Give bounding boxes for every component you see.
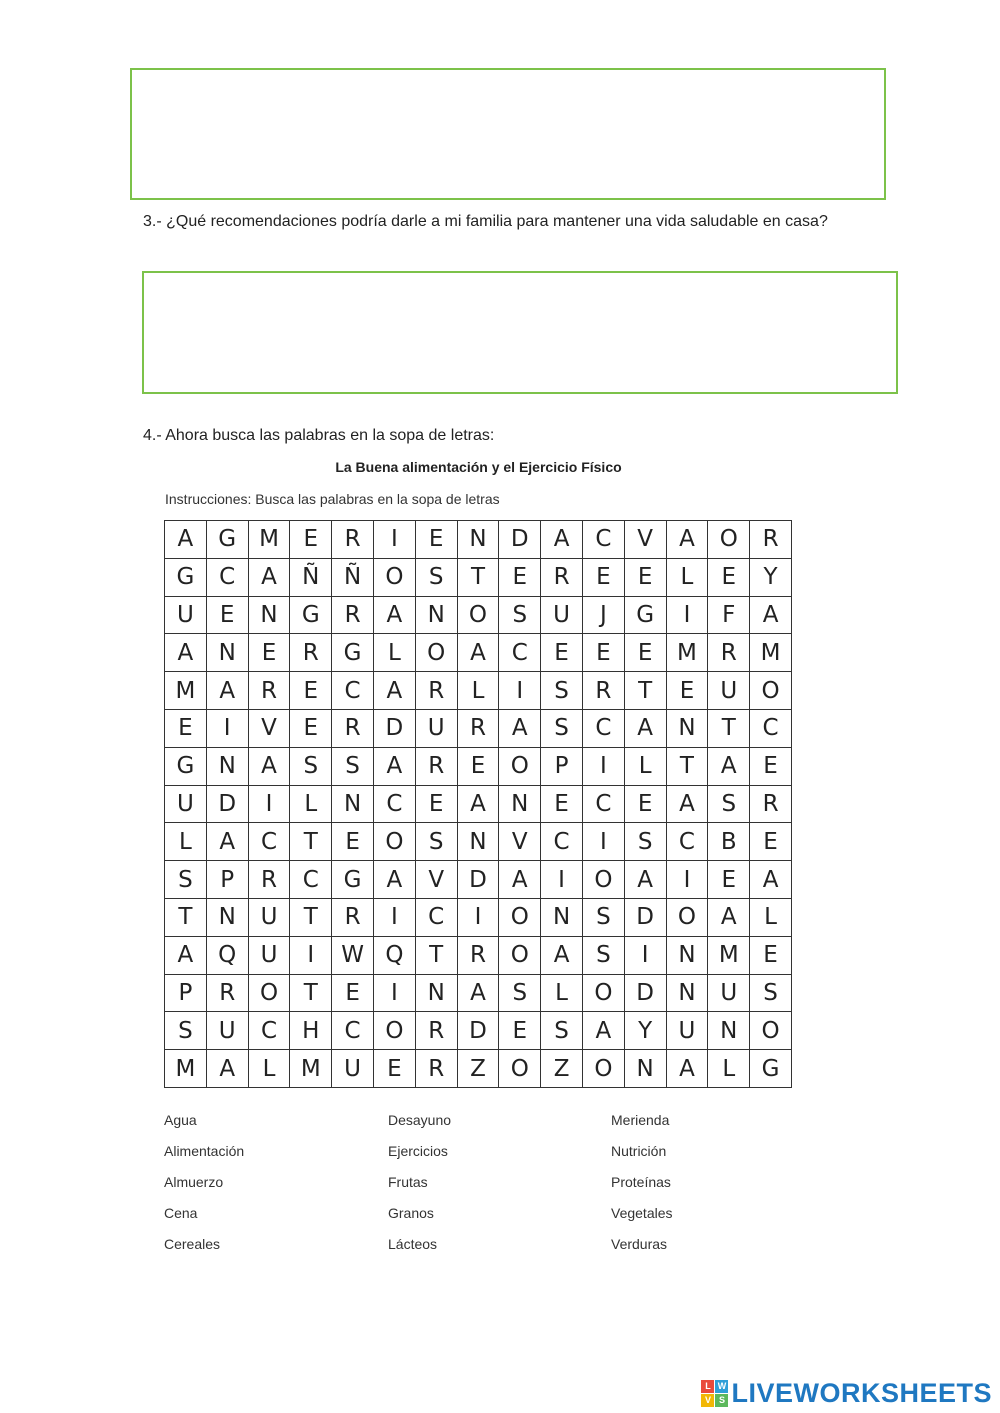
grid-cell[interactable]: A xyxy=(165,521,207,559)
logo-tile: S xyxy=(715,1394,728,1407)
grid-cell[interactable]: O xyxy=(373,558,415,596)
grid-cell[interactable]: N xyxy=(206,898,248,936)
word-list-item: Cereales xyxy=(164,1236,221,1252)
grid-row xyxy=(165,823,792,861)
word-list-item: Proteínas xyxy=(611,1174,671,1190)
grid-cell[interactable]: J xyxy=(582,596,624,634)
grid-cell[interactable]: R xyxy=(332,709,374,747)
grid-cell[interactable]: A xyxy=(582,1012,624,1050)
grid-cell[interactable]: R xyxy=(415,1050,457,1088)
grid-cell[interactable]: S xyxy=(499,596,541,634)
grid-cell[interactable]: R xyxy=(708,634,750,672)
word-list-item: Cena xyxy=(164,1205,198,1221)
grid-cell[interactable]: G xyxy=(624,596,666,634)
grid-cell[interactable]: C xyxy=(499,634,541,672)
grid-cell[interactable]: T xyxy=(290,898,332,936)
word-search-grid xyxy=(164,520,792,1088)
answer-box-q3[interactable] xyxy=(142,271,898,394)
grid-row xyxy=(165,785,792,823)
grid-cell[interactable]: G xyxy=(290,596,332,634)
grid-cell[interactable]: R xyxy=(332,898,374,936)
grid-cell[interactable]: F xyxy=(708,596,750,634)
grid-cell[interactable]: E xyxy=(499,558,541,596)
grid-cell[interactable]: A xyxy=(750,861,792,899)
grid-cell[interactable]: Z xyxy=(541,1050,583,1088)
grid-cell[interactable]: A xyxy=(373,672,415,710)
grid-row xyxy=(165,709,792,747)
logo-tile: V xyxy=(701,1394,714,1407)
grid-cell[interactable]: G xyxy=(750,1050,792,1088)
grid-cell[interactable]: N xyxy=(415,974,457,1012)
grid-cell[interactable]: I xyxy=(499,672,541,710)
grid-cell[interactable]: R xyxy=(750,521,792,559)
grid-cell[interactable]: T xyxy=(415,936,457,974)
grid-cell[interactable]: A xyxy=(624,709,666,747)
grid-cell[interactable]: C xyxy=(666,823,708,861)
grid-cell[interactable]: A xyxy=(666,521,708,559)
grid-cell[interactable]: P xyxy=(206,861,248,899)
grid-cell[interactable]: S xyxy=(624,823,666,861)
question-3: 3.- ¿Qué recomendaciones podría darle a mi familia para mantener una vida saludable en casa? xyxy=(143,213,828,230)
grid-cell[interactable]: N xyxy=(415,596,457,634)
grid-cell[interactable]: Y xyxy=(624,1012,666,1050)
grid-cell[interactable]: N xyxy=(499,785,541,823)
grid-cell[interactable]: A xyxy=(499,861,541,899)
grid-cell[interactable]: R xyxy=(457,709,499,747)
grid-cell[interactable]: R xyxy=(290,634,332,672)
grid-cell[interactable]: C xyxy=(373,785,415,823)
grid-cell[interactable]: U xyxy=(541,596,583,634)
grid-cell[interactable]: D xyxy=(457,861,499,899)
grid-cell[interactable]: E xyxy=(165,709,207,747)
word-list-item: Nutrición xyxy=(611,1143,667,1159)
grid-cell[interactable]: D xyxy=(499,521,541,559)
grid-cell[interactable]: C xyxy=(332,672,374,710)
grid-cell[interactable]: S xyxy=(290,747,332,785)
grid-cell[interactable]: B xyxy=(708,823,750,861)
grid-cell[interactable]: N xyxy=(332,785,374,823)
word-list-item: Desayuno xyxy=(388,1112,452,1128)
grid-cell[interactable]: E xyxy=(332,823,374,861)
grid-cell[interactable]: N xyxy=(708,1012,750,1050)
grid-cell[interactable]: V xyxy=(415,861,457,899)
grid-cell[interactable]: E xyxy=(541,785,583,823)
grid-cell[interactable]: M xyxy=(750,634,792,672)
grid-cell[interactable]: S xyxy=(415,823,457,861)
word-list-item: Almuerzo xyxy=(164,1174,224,1190)
grid-cell[interactable]: L xyxy=(457,672,499,710)
grid-cell[interactable]: I xyxy=(290,936,332,974)
grid-cell[interactable]: L xyxy=(624,747,666,785)
word-list-item: Agua xyxy=(164,1112,197,1128)
grid-cell[interactable]: G xyxy=(165,747,207,785)
grid-cell[interactable]: U xyxy=(206,1012,248,1050)
grid-cell[interactable]: E xyxy=(624,558,666,596)
grid-cell[interactable]: U xyxy=(248,898,290,936)
grid-cell[interactable]: D xyxy=(206,785,248,823)
grid-cell[interactable]: N xyxy=(206,747,248,785)
grid-cell[interactable]: C xyxy=(582,521,624,559)
grid-cell[interactable]: R xyxy=(415,1012,457,1050)
grid-cell[interactable]: N xyxy=(457,521,499,559)
grid-cell[interactable]: G xyxy=(206,521,248,559)
grid-cell[interactable]: I xyxy=(624,936,666,974)
grid-cell[interactable]: A xyxy=(708,747,750,785)
grid-row xyxy=(165,861,792,899)
grid-cell[interactable]: O xyxy=(499,1050,541,1088)
grid-cell[interactable]: A xyxy=(248,558,290,596)
grid-cell[interactable]: E xyxy=(415,521,457,559)
grid-cell[interactable]: L xyxy=(165,823,207,861)
grid-cell[interactable]: N xyxy=(541,898,583,936)
grid-cell[interactable]: D xyxy=(624,898,666,936)
grid-cell[interactable]: I xyxy=(373,521,415,559)
grid-cell[interactable]: E xyxy=(499,1012,541,1050)
grid-cell[interactable]: C xyxy=(750,709,792,747)
word-list-item: Lácteos xyxy=(388,1236,438,1252)
grid-cell[interactable]: N xyxy=(666,709,708,747)
grid-cell[interactable]: E xyxy=(624,634,666,672)
grid-cell[interactable]: W xyxy=(332,936,374,974)
grid-cell[interactable]: S xyxy=(541,672,583,710)
grid-cell[interactable]: A xyxy=(373,861,415,899)
grid-cell[interactable]: I xyxy=(666,861,708,899)
grid-cell[interactable]: I xyxy=(666,596,708,634)
grid-cell[interactable]: L xyxy=(373,634,415,672)
grid-cell[interactable]: S xyxy=(582,936,624,974)
grid-cell[interactable]: L xyxy=(290,785,332,823)
brand-name: LIVEWORKSHEETS xyxy=(731,1377,992,1408)
grid-cell[interactable]: O xyxy=(499,898,541,936)
grid-cell[interactable]: E xyxy=(415,785,457,823)
grid-cell[interactable]: H xyxy=(290,1012,332,1050)
grid-cell[interactable]: O xyxy=(373,1012,415,1050)
grid-cell[interactable]: Z xyxy=(457,1050,499,1088)
grid-cell[interactable]: N xyxy=(666,974,708,1012)
grid-cell[interactable]: C xyxy=(582,785,624,823)
grid-cell[interactable]: O xyxy=(582,861,624,899)
grid-row xyxy=(165,747,792,785)
grid-cell[interactable]: O xyxy=(582,974,624,1012)
grid-row xyxy=(165,974,792,1012)
grid-cell[interactable]: E xyxy=(373,1050,415,1088)
grid-cell[interactable]: E xyxy=(290,709,332,747)
grid-cell[interactable]: P xyxy=(165,974,207,1012)
grid-cell[interactable]: E xyxy=(457,747,499,785)
grid-cell[interactable]: E xyxy=(708,558,750,596)
grid-cell[interactable]: U xyxy=(332,1050,374,1088)
grid-cell[interactable]: V xyxy=(624,521,666,559)
grid-cell[interactable]: S xyxy=(165,1012,207,1050)
grid-cell[interactable]: A xyxy=(165,936,207,974)
grid-row xyxy=(165,1012,792,1050)
grid-cell[interactable]: R xyxy=(206,974,248,1012)
grid-cell[interactable]: T xyxy=(624,672,666,710)
grid-row xyxy=(165,1050,792,1088)
grid-cell[interactable]: E xyxy=(666,672,708,710)
grid-cell[interactable]: R xyxy=(582,672,624,710)
grid-cell[interactable]: A xyxy=(457,634,499,672)
grid-cell[interactable]: E xyxy=(290,521,332,559)
grid-cell[interactable]: I xyxy=(582,747,624,785)
grid-cell[interactable]: L xyxy=(541,974,583,1012)
grid-cell[interactable]: O xyxy=(415,634,457,672)
grid-cell[interactable]: O xyxy=(666,898,708,936)
grid-cell[interactable]: D xyxy=(373,709,415,747)
grid-cell[interactable]: M xyxy=(165,672,207,710)
grid-cell[interactable]: N xyxy=(457,823,499,861)
grid-cell[interactable]: L xyxy=(708,1050,750,1088)
word-list-item: Frutas xyxy=(388,1174,428,1190)
grid-cell[interactable]: T xyxy=(457,558,499,596)
grid-cell[interactable]: O xyxy=(750,672,792,710)
grid-cell[interactable]: R xyxy=(541,558,583,596)
grid-cell[interactable]: V xyxy=(248,709,290,747)
grid-cell[interactable]: A xyxy=(750,596,792,634)
grid-cell[interactable]: A xyxy=(499,709,541,747)
grid-cell[interactable]: A xyxy=(541,521,583,559)
word-list-item: Merienda xyxy=(611,1112,670,1128)
grid-cell[interactable]: U xyxy=(666,1012,708,1050)
grid-cell[interactable]: R xyxy=(332,521,374,559)
grid-cell[interactable]: A xyxy=(206,672,248,710)
grid-cell[interactable]: A xyxy=(708,898,750,936)
grid-cell[interactable]: A xyxy=(666,785,708,823)
grid-cell[interactable]: S xyxy=(750,974,792,1012)
grid-cell[interactable]: N xyxy=(624,1050,666,1088)
grid-cell[interactable]: T xyxy=(666,747,708,785)
grid-cell[interactable]: I xyxy=(457,898,499,936)
grid-cell[interactable]: I xyxy=(582,823,624,861)
grid-cell[interactable]: C xyxy=(206,558,248,596)
grid-cell[interactable]: T xyxy=(290,974,332,1012)
grid-cell[interactable]: V xyxy=(499,823,541,861)
grid-cell[interactable]: S xyxy=(415,558,457,596)
grid-cell[interactable]: S xyxy=(499,974,541,1012)
grid-cell[interactable]: S xyxy=(541,1012,583,1050)
grid-cell[interactable]: A xyxy=(666,1050,708,1088)
grid-cell[interactable]: R xyxy=(750,785,792,823)
grid-cell[interactable]: E xyxy=(332,974,374,1012)
grid-cell[interactable]: U xyxy=(708,672,750,710)
grid-cell[interactable]: S xyxy=(582,898,624,936)
grid-cell[interactable]: I xyxy=(248,785,290,823)
grid-row xyxy=(165,634,792,672)
grid-cell[interactable]: R xyxy=(332,596,374,634)
grid-cell[interactable]: A xyxy=(248,747,290,785)
grid-cell[interactable]: E xyxy=(582,558,624,596)
logo-tile: L xyxy=(701,1380,714,1393)
liveworksheets-logo xyxy=(701,1376,992,1410)
grid-cell[interactable]: I xyxy=(541,861,583,899)
grid-cell[interactable]: O xyxy=(373,823,415,861)
grid-cell[interactable]: R xyxy=(457,936,499,974)
grid-cell[interactable]: A xyxy=(206,823,248,861)
grid-cell[interactable]: M xyxy=(248,521,290,559)
grid-cell[interactable]: E xyxy=(750,747,792,785)
grid-cell[interactable]: Ñ xyxy=(332,558,374,596)
grid-cell[interactable]: I xyxy=(373,898,415,936)
grid-cell[interactable]: O xyxy=(499,747,541,785)
grid-cell[interactable]: I xyxy=(373,974,415,1012)
grid-cell[interactable]: C xyxy=(332,1012,374,1050)
grid-cell[interactable]: A xyxy=(165,634,207,672)
grid-cell[interactable]: T xyxy=(290,823,332,861)
word-list-item: Verduras xyxy=(611,1236,668,1252)
grid-cell[interactable]: O xyxy=(708,521,750,559)
grid-cell[interactable]: M xyxy=(165,1050,207,1088)
grid-cell[interactable]: C xyxy=(582,709,624,747)
grid-cell[interactable]: C xyxy=(541,823,583,861)
grid-cell[interactable]: G xyxy=(165,558,207,596)
grid-cell[interactable]: M xyxy=(666,634,708,672)
grid-cell[interactable]: U xyxy=(415,709,457,747)
grid-cell[interactable]: A xyxy=(457,974,499,1012)
grid-cell[interactable]: N xyxy=(248,596,290,634)
grid-cell[interactable]: A xyxy=(541,936,583,974)
grid-cell[interactable]: G xyxy=(332,634,374,672)
grid-cell[interactable]: U xyxy=(165,596,207,634)
grid-cell[interactable]: S xyxy=(332,747,374,785)
grid-cell[interactable]: L xyxy=(750,898,792,936)
word-list-item: Vegetales xyxy=(611,1205,673,1221)
grid-cell[interactable]: Q xyxy=(373,936,415,974)
grid-cell[interactable]: G xyxy=(332,861,374,899)
grid-cell[interactable]: S xyxy=(541,709,583,747)
grid-row xyxy=(165,672,792,710)
worksheet-instructions: Instrucciones: Busca las palabras en la sopa de letras xyxy=(165,491,500,507)
grid-row xyxy=(165,596,792,634)
grid-cell[interactable]: N xyxy=(206,634,248,672)
liveworksheets-icon xyxy=(701,1380,728,1407)
grid-cell[interactable]: Y xyxy=(750,558,792,596)
grid-cell[interactable]: E xyxy=(750,823,792,861)
grid-cell[interactable]: N xyxy=(666,936,708,974)
grid-cell[interactable]: O xyxy=(582,1050,624,1088)
grid-cell[interactable]: E xyxy=(750,936,792,974)
grid-cell[interactable]: I xyxy=(206,709,248,747)
grid-cell[interactable]: D xyxy=(457,1012,499,1050)
logo-tile: W xyxy=(715,1380,728,1393)
grid-cell[interactable]: Q xyxy=(206,936,248,974)
grid-cell[interactable]: E xyxy=(582,634,624,672)
grid-cell[interactable]: O xyxy=(248,974,290,1012)
grid-cell[interactable]: R xyxy=(415,672,457,710)
grid-row xyxy=(165,936,792,974)
grid-cell[interactable]: S xyxy=(708,785,750,823)
grid-cell[interactable]: O xyxy=(457,596,499,634)
grid-cell[interactable]: S xyxy=(165,861,207,899)
grid-cell[interactable]: C xyxy=(248,823,290,861)
grid-cell[interactable]: E xyxy=(206,596,248,634)
grid-cell[interactable]: Ñ xyxy=(290,558,332,596)
grid-cell[interactable]: A xyxy=(206,1050,248,1088)
grid-cell[interactable]: T xyxy=(708,709,750,747)
grid-cell[interactable]: L xyxy=(666,558,708,596)
grid-cell[interactable]: R xyxy=(248,672,290,710)
grid-cell[interactable]: E xyxy=(290,672,332,710)
grid-cell[interactable]: P xyxy=(541,747,583,785)
grid-row xyxy=(165,558,792,596)
grid-cell[interactable]: M xyxy=(290,1050,332,1088)
grid-cell[interactable]: A xyxy=(624,861,666,899)
word-list-item: Ejercicios xyxy=(388,1143,448,1159)
answer-box-q2[interactable] xyxy=(130,68,886,200)
grid-cell[interactable]: A xyxy=(373,747,415,785)
word-list xyxy=(164,1110,844,1255)
grid-cell[interactable]: U xyxy=(165,785,207,823)
grid-cell[interactable]: U xyxy=(708,974,750,1012)
grid-cell[interactable]: O xyxy=(750,1012,792,1050)
grid-cell[interactable]: C xyxy=(290,861,332,899)
grid-cell[interactable]: C xyxy=(415,898,457,936)
question-4: 4.- Ahora busca las palabras en la sopa de letras: xyxy=(143,427,495,444)
grid-cell[interactable]: R xyxy=(415,747,457,785)
grid-cell[interactable]: C xyxy=(248,1012,290,1050)
worksheet-title: La Buena alimentación y el Ejercicio Físico xyxy=(335,459,622,475)
grid-row xyxy=(165,898,792,936)
grid-cell[interactable]: A xyxy=(457,785,499,823)
grid-cell[interactable]: E xyxy=(541,634,583,672)
grid-cell[interactable]: E xyxy=(708,861,750,899)
grid-cell[interactable]: E xyxy=(624,785,666,823)
grid-cell[interactable]: R xyxy=(248,861,290,899)
grid-cell[interactable]: D xyxy=(624,974,666,1012)
grid-cell[interactable]: O xyxy=(499,936,541,974)
grid-cell[interactable]: L xyxy=(248,1050,290,1088)
grid-cell[interactable]: U xyxy=(248,936,290,974)
word-list-item: Granos xyxy=(388,1205,434,1221)
grid-cell[interactable]: M xyxy=(708,936,750,974)
word-list-item: Alimentación xyxy=(164,1143,245,1159)
grid-cell[interactable]: T xyxy=(165,898,207,936)
grid-cell[interactable]: E xyxy=(248,634,290,672)
grid-row xyxy=(165,521,792,559)
grid-cell[interactable]: A xyxy=(373,596,415,634)
